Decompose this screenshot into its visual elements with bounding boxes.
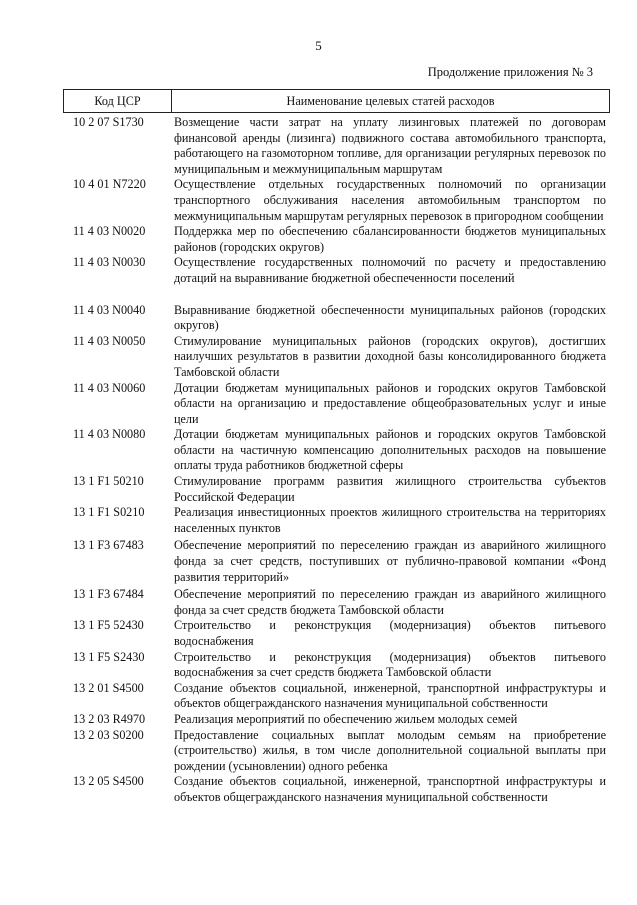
row-code: 11 4 03 N0050 — [73, 333, 146, 348]
table-row — [63, 538, 608, 585]
row-code: 11 4 03 N0020 — [73, 224, 146, 239]
row-code: 10 2 07 S1730 — [73, 115, 144, 129]
table-row — [63, 618, 608, 649]
row-name: Создание объектов социальной, инженерной, транспортной инфраструктуры и объектов общегражданского назначения муниципальной собственности — [174, 774, 606, 804]
row-name: Осуществление отдельных государственных полномочий по организации транспортного обслуживания населения автомобильным транспортом по межмуниципальным маршрутам регулярных перевозок в пригородном сообщении — [174, 177, 606, 223]
row-code: 13 2 01 S4500 — [73, 680, 144, 695]
row-code: 13 1 F5 S2430 — [73, 649, 145, 664]
table-row — [63, 774, 608, 805]
row-code: 11 4 03 N0080 — [73, 427, 146, 442]
header-name: Наименование целевых статей расходов — [286, 93, 495, 108]
table-row — [63, 474, 608, 505]
table-row — [63, 334, 608, 381]
row-code: 11 4 03 N0040 — [73, 302, 146, 317]
row-code: 13 1 F1 S0210 — [73, 505, 145, 520]
table-row — [63, 681, 608, 712]
row-name: Дотации бюджетам муниципальных районов и городских округов Тамбовской области на организацию и предоставление общеобразовательных услуг и иные цели — [174, 380, 606, 426]
row-name: Выравнивание бюджетной обеспеченности муниципальных районов (городских округов) — [174, 302, 606, 333]
header-code: Код ЦСР — [94, 93, 141, 108]
row-name: Стимулирование муниципальных районов (городских округов), достигших наилучших результатов в развитии доходной базы консолидированного бюджета Тамбовской области — [174, 333, 606, 379]
row-name: Создание объектов социальной, инженерной, транспортной инфраструктуры и объектов общегражданского назначения муниципальной собственности — [174, 680, 606, 711]
table-header — [63, 89, 610, 113]
continuation-label: Продолжение приложения № 3 — [427, 65, 593, 79]
row-code: 13 2 05 S4500 — [73, 774, 144, 789]
row-code: 13 2 03 S0200 — [73, 727, 144, 742]
table-body — [63, 115, 608, 806]
row-code: 10 4 01 N7220 — [73, 177, 146, 192]
row-code: 13 1 F3 67484 — [73, 587, 144, 602]
page-number: 5 — [315, 38, 322, 53]
row-code: 13 1 F3 67483 — [73, 538, 144, 553]
row-code: 11 4 03 N0060 — [73, 380, 146, 395]
table-row — [63, 224, 608, 255]
table-row — [63, 587, 608, 618]
table-row — [63, 728, 608, 775]
row-code: 13 1 F5 52430 — [73, 618, 144, 633]
row-name: Предоставление социальных выплат молодым семьям на приобретение (строительство) жилья, в том числе дополнительной социальной выплаты при рождении (усыновлении) одного ребенка — [174, 727, 606, 773]
row-name: Возмещение части затрат на уплату лизинговых платежей по договорам финансовой аренды (лизинга) подвижного состава автомобильного транспорта, работающего на газомоторном топливе, для организации регулярных перевозок по муниципальным и межмуниципальным маршрутам — [174, 115, 606, 176]
table-row — [63, 712, 608, 728]
row-name: Дотации бюджетам муниципальных районов и городских округов Тамбовской области на частичную компенсацию дополнительных расходов на повышение оплаты труда работников бюджетной сферы — [174, 427, 606, 473]
table-row — [63, 177, 608, 224]
row-name: Строительство и реконструкция (модернизация) объектов питьевого водоснабжения — [174, 618, 606, 648]
row-name: Реализация инвестиционных проектов жилищного строительства на территориях населенных пунктов — [174, 505, 606, 535]
row-code: 13 2 03 R4970 — [73, 711, 146, 726]
row-code: 11 4 03 N0030 — [73, 255, 146, 270]
table-row — [63, 505, 608, 536]
table-row — [63, 650, 608, 681]
row-name: Обеспечение мероприятий по переселению граждан из аварийного жилищного фонда за счет средств, поступивших от публично-правовой компании «Фонд развития территорий» — [174, 538, 606, 584]
table-row — [63, 381, 608, 428]
table-row — [63, 427, 608, 474]
row-name: Стимулирование программ развития жилищного строительства субъектов Российской Федерации — [174, 474, 606, 504]
row-name: Обеспечение мероприятий по переселению граждан из аварийного жилищного фонда за счет средств бюджета Тамбовской области — [174, 587, 606, 617]
row-code: 13 1 F1 50210 — [73, 474, 144, 489]
table-row — [63, 303, 608, 334]
table-row — [63, 115, 608, 177]
table-row — [63, 255, 608, 286]
row-name: Строительство и реконструкция (модернизация) объектов питьевого водоснабжения за счет средств бюджета Тамбовской области — [174, 649, 606, 680]
row-name: Реализация мероприятий по обеспечению жильем молодых семей — [174, 711, 518, 726]
row-name: Осуществление государственных полномочий по расчету и предоставлению дотаций на выравнивание бюджетной обеспеченности поселений — [174, 255, 606, 285]
row-name: Поддержка мер по обеспечению сбалансированности бюджетов муниципальных районов (городских округов) — [174, 224, 606, 254]
